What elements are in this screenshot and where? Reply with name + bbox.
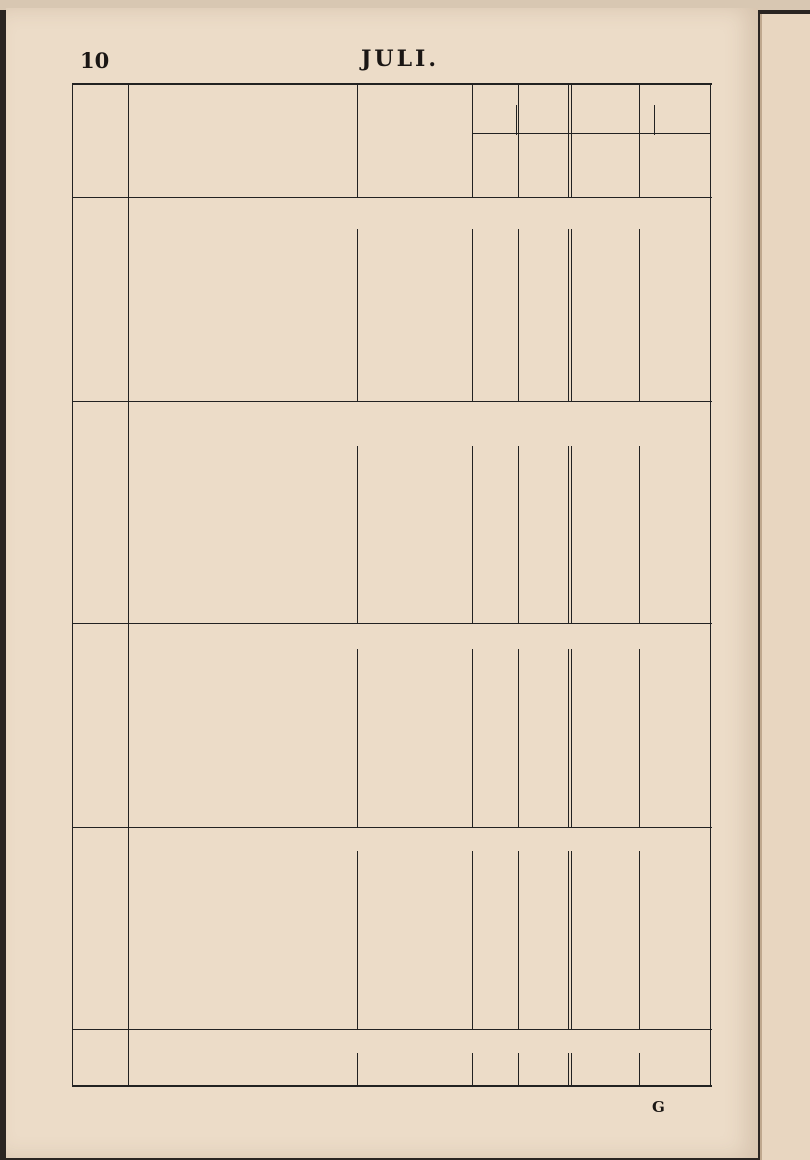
day-name-rule	[128, 623, 129, 827]
table-left-rule	[72, 83, 73, 1085]
day-name-rule	[128, 401, 129, 623]
sunrise-sunset-rule	[518, 446, 519, 623]
week-divider-rule	[72, 623, 712, 624]
note-sun-rule	[472, 851, 473, 1029]
day-name-rule	[128, 197, 129, 401]
name-note-rule	[357, 1053, 358, 1085]
week-divider-rule	[72, 197, 712, 198]
moonrise-moonset-rule	[639, 1053, 640, 1085]
name-note-rule	[357, 649, 358, 827]
moonrise-moonset-rule	[639, 83, 640, 197]
day-name-rule	[128, 83, 129, 197]
sunrise-sunset-rule	[518, 851, 519, 1029]
moonrise-moonset-rule	[639, 649, 640, 827]
name-note-rule	[357, 446, 358, 623]
table-right-rule	[710, 83, 711, 1085]
sun-moon-rule	[568, 446, 572, 623]
note-sun-rule	[472, 83, 473, 197]
sun-moon-rule	[568, 649, 572, 827]
moonrise-moonset-rule	[639, 229, 640, 401]
month-title: JULI.	[360, 46, 439, 72]
sun-moon-rule	[568, 83, 572, 197]
calendar-table	[72, 83, 712, 1085]
week-divider-rule	[72, 401, 712, 402]
sun-moon-rule	[568, 229, 572, 401]
name-note-rule	[357, 83, 358, 197]
moonrise-moonset-rule	[639, 446, 640, 623]
note-sun-rule	[472, 446, 473, 623]
note-sun-rule	[472, 649, 473, 827]
note-sun-rule	[472, 1053, 473, 1085]
sunrise-sunset-rule	[518, 649, 519, 827]
next-page-edge	[760, 14, 810, 1160]
sun-moon-rule	[568, 1053, 572, 1085]
sunrise-sunset-rule	[518, 83, 519, 197]
note-sun-rule	[472, 229, 473, 401]
sun-moon-rule	[568, 851, 572, 1029]
sunrise-sunset-rule	[518, 1053, 519, 1085]
name-note-rule	[357, 229, 358, 401]
day-name-rule	[128, 827, 129, 1029]
name-note-rule	[357, 851, 358, 1029]
day-name-rule	[128, 1029, 129, 1085]
week-divider-rule	[72, 1029, 712, 1030]
table-top-rule	[72, 83, 712, 85]
moonrise-moonset-rule	[639, 851, 640, 1029]
signature-mark: G	[652, 1098, 665, 1116]
page-number: 10	[80, 48, 110, 73]
sun-col-rule	[516, 105, 517, 135]
header-subrule	[472, 133, 710, 134]
week-divider-rule	[72, 827, 712, 828]
sunrise-sunset-rule	[518, 229, 519, 401]
table-bottom-rule	[72, 1085, 712, 1087]
moon-col-rule	[654, 105, 655, 135]
